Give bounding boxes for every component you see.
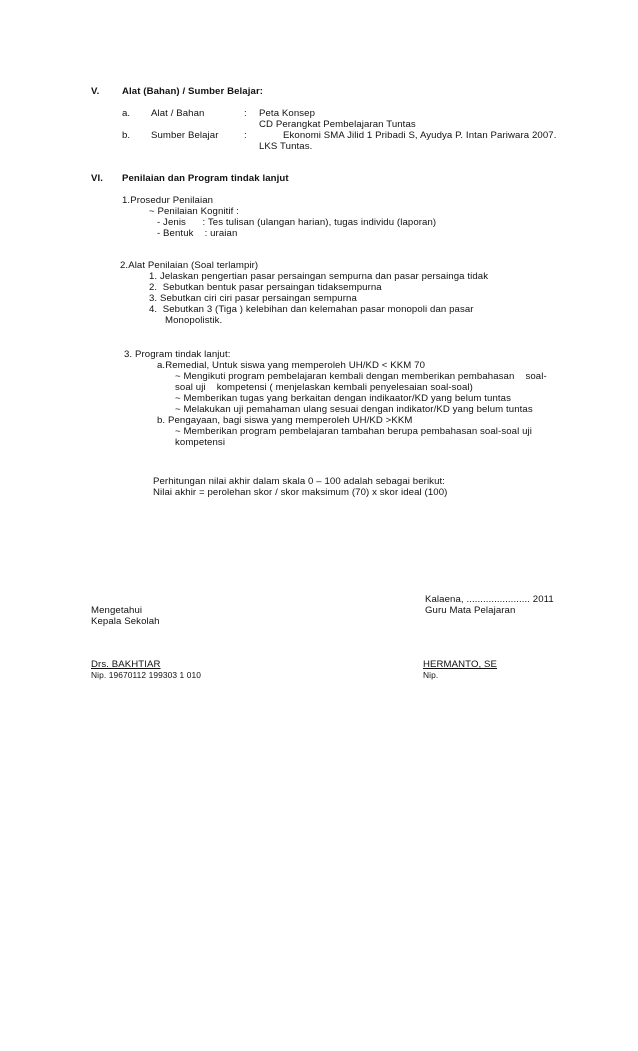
perhitungan-line-2: Nilai akhir = perolehan skor / skor maksimum (70) x skor ideal (100) — [153, 487, 448, 498]
question-2: 2. Sebutkan bentuk pasar persaingan tidaksempurna — [149, 282, 382, 293]
item-value-b-line1: Ekonomi SMA Jilid 1 Pribadi S, Ayudya P. Intan Pariwara 2007. — [283, 130, 557, 141]
left-signatory-role-1: Mengetahui — [91, 605, 143, 616]
penilaian-kognitif: ~ Penilaian Kognitif : — [149, 206, 239, 217]
remedial-line: a.Remedial, Untuk siswa yang memperoleh UH/KD < KKM 70 — [157, 360, 426, 371]
remedial-item-2: ~ Memberikan tugas yang berkaitan dengan indikaator/KD yang belum tuntas — [175, 393, 511, 404]
tindak-lanjut-heading: 3. Program tindak lanjut: — [124, 349, 231, 360]
section-number-v: V. — [91, 86, 100, 97]
item-value-a-line1: Peta Konsep — [259, 108, 316, 119]
remedial-item-1-continued: soal uji kompetensi ( menjelaskan kembali penyelesaian soal-soal) — [175, 382, 473, 393]
pengayaan-item-1: ~ Memberikan program pembelajaran tambahan berupa pembahasan soal-soal uji — [175, 426, 532, 437]
item-letter-a: a. — [122, 108, 131, 119]
section-title-vi: Penilaian dan Program tindak lanjut — [122, 173, 289, 184]
question-3: 3. Sebutkan ciri ciri pasar persaingan sempurna — [149, 293, 357, 304]
item-value-a-line2: CD Perangkat Pembelajaran Tuntas — [259, 119, 416, 130]
question-1: 1. Jelaskan pengertian pasar persaingan sempurna dan pasar persainga tidak — [149, 271, 489, 282]
item-label-sumber-belajar: Sumber Belajar — [151, 130, 219, 141]
right-signatory-role: Guru Mata Pelajaran — [425, 605, 516, 616]
item-value-b-line2: LKS Tuntas. — [259, 141, 313, 152]
question-4-continued: Monopolistik. — [165, 315, 223, 326]
item-colon-a: : — [244, 108, 247, 119]
alat-penilaian-heading: 2.Alat Penilaian (Soal terlampir) — [120, 260, 259, 271]
remedial-item-1: ~ Mengikuti program pembelajaran kembali dengan memberikan pembahasan soal- — [175, 371, 547, 382]
pengayaan-line: b. Pengayaan, bagi siswa yang memperoleh UH/KD >KKM — [157, 415, 413, 426]
right-signatory-nip: Nip. — [423, 670, 439, 680]
right-signatory-name: HERMANTO, SE — [423, 659, 498, 670]
left-signatory-role-2: Kepala Sekolah — [91, 616, 160, 627]
item-label-alat-bahan: Alat / Bahan — [151, 108, 205, 119]
section-number-vi: VI. — [91, 173, 104, 184]
remedial-item-3: ~ Melakukan uji pemahaman ulang sesuai dengan indikator/KD yang belum tuntas — [175, 404, 533, 415]
question-4: 4. Sebutkan 3 (Tiga ) kelebihan dan kelemahan pasar monopoli dan pasar — [149, 304, 474, 315]
left-signatory-nip: Nip. 19670112 199303 1 010 — [91, 670, 202, 680]
pengayaan-item-1-continued: kompetensi — [175, 437, 226, 448]
jenis-line: - Jenis : Tes tulisan (ulangan harian), tugas individu (laporan) — [157, 217, 437, 228]
place-date: Kalaena, ....................... 2011 — [425, 594, 554, 605]
item-letter-b: b. — [122, 130, 131, 141]
left-signatory-name: Drs. BAKHTIAR — [91, 659, 161, 670]
section-title-v: Alat (Bahan) / Sumber Belajar: — [122, 86, 264, 97]
bentuk-line: - Bentuk : uraian — [157, 228, 238, 239]
item-colon-b: : — [244, 130, 247, 141]
prosedur-heading: 1.Prosedur Penilaian — [122, 195, 214, 206]
perhitungan-line-1: Perhitungan nilai akhir dalam skala 0 – 100 adalah sebagai berikut: — [153, 476, 446, 487]
